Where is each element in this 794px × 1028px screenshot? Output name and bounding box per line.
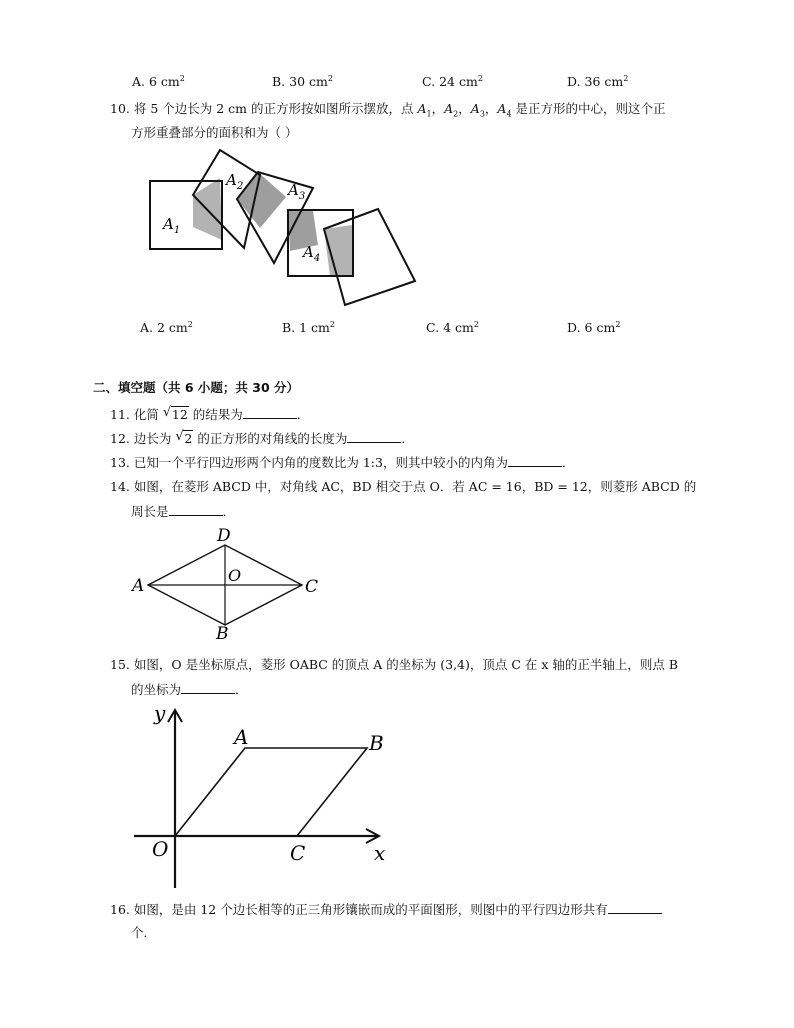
overlap-4 bbox=[324, 225, 353, 276]
label-b: B bbox=[369, 731, 384, 755]
q11-answer-blank[interactable] bbox=[243, 405, 297, 419]
q16-line1: 16. 如图，是由 12 个边长相等的正三角形镶嵌而成的平面图形，则图中的平行四边形共有 bbox=[110, 900, 662, 919]
q12-answer-blank[interactable] bbox=[347, 429, 401, 443]
q10-option-a: A. 2 $cm^2$ bbox=[140, 320, 193, 336]
q10-line2: 方形重叠部分的面积和为（ ） bbox=[131, 125, 298, 140]
q13-answer-blank[interactable] bbox=[508, 453, 562, 467]
label-c: C bbox=[305, 577, 319, 597]
overlap-2 bbox=[237, 172, 286, 228]
q10-option-c: C. 4 $cm^2$ bbox=[426, 320, 479, 336]
label-a3: $A_3$ bbox=[288, 181, 306, 202]
q14-rhombus-figure bbox=[128, 525, 328, 645]
q14-line2: 周长是 ． bbox=[131, 504, 236, 519]
q15-answer-blank[interactable] bbox=[181, 680, 235, 694]
label-a1: $A_1$ bbox=[163, 215, 181, 236]
q10-option-d: D. 6 $cm^2$ bbox=[567, 320, 621, 336]
q10-option-b: B. 1 $cm^2$ bbox=[282, 320, 336, 336]
label-b: B bbox=[216, 624, 229, 644]
rhombus-oabc bbox=[175, 748, 367, 836]
q15-line1: 15. 如图，O 是坐标原点，菱形 OABC 的顶点 A 的坐标为 (3,4)，顶点 C 在 x 轴的正半轴上，则点 B bbox=[110, 657, 679, 672]
q15-line2: 的坐标为 ． bbox=[131, 682, 248, 697]
label-a4: $A_4$ bbox=[303, 243, 321, 264]
q9-option-c: C. 24 $cm^2$ bbox=[422, 74, 483, 90]
q16-line2: 个． bbox=[131, 925, 157, 940]
sqrt-2: √ 2 bbox=[175, 429, 193, 446]
q16-answer-blank[interactable] bbox=[608, 900, 662, 914]
q12: 12. 边长为 √ 2 的正方形的对角线的长度为 ． bbox=[110, 429, 414, 446]
q14-line1: 14. 如图，在菱形 ABCD 中，对角线 AC，BD 相交于点 O．若 AC = 16，BD = 12，则菱形 ABCD 的 bbox=[110, 479, 697, 494]
q15-coordinate-figure bbox=[130, 700, 400, 890]
label-a: A bbox=[132, 576, 145, 596]
section-heading-fill-in: 二、填空题（共 6 小题；共 30 分） bbox=[93, 380, 300, 395]
label-d: D bbox=[217, 526, 231, 546]
label-c: C bbox=[290, 841, 306, 865]
q13: 13. 已知一个平行四边形两个内角的度数比为 1:3，则其中较小的内角为 ． bbox=[110, 455, 575, 470]
label-x: x bbox=[374, 841, 386, 865]
q9-option-a: A. 6 $cm^2$ bbox=[132, 74, 185, 90]
sqrt-12: √ 12 bbox=[162, 405, 188, 422]
label-o: O bbox=[152, 837, 169, 861]
q9-option-d: D. 36 $cm^2$ bbox=[567, 74, 629, 90]
q11: 11. 化简 √ 12 的结果为 ． bbox=[110, 405, 310, 422]
q9-option-b: B. 30 $cm^2$ bbox=[272, 74, 333, 90]
label-a: A bbox=[234, 725, 249, 749]
q14-answer-blank[interactable] bbox=[169, 502, 223, 516]
q10-squares-figure bbox=[140, 145, 430, 315]
label-y: y bbox=[154, 701, 166, 725]
label-o: O bbox=[228, 566, 242, 585]
q10-line1: 10. 将 5 个边长为 2 cm 的正方形按如图所示摆放，点 $A_1$，$A_2$，$A_3$，$A_4$ 是正方形的中心，则这个正 bbox=[110, 101, 666, 119]
label-a2: $A_2$ bbox=[226, 171, 244, 192]
